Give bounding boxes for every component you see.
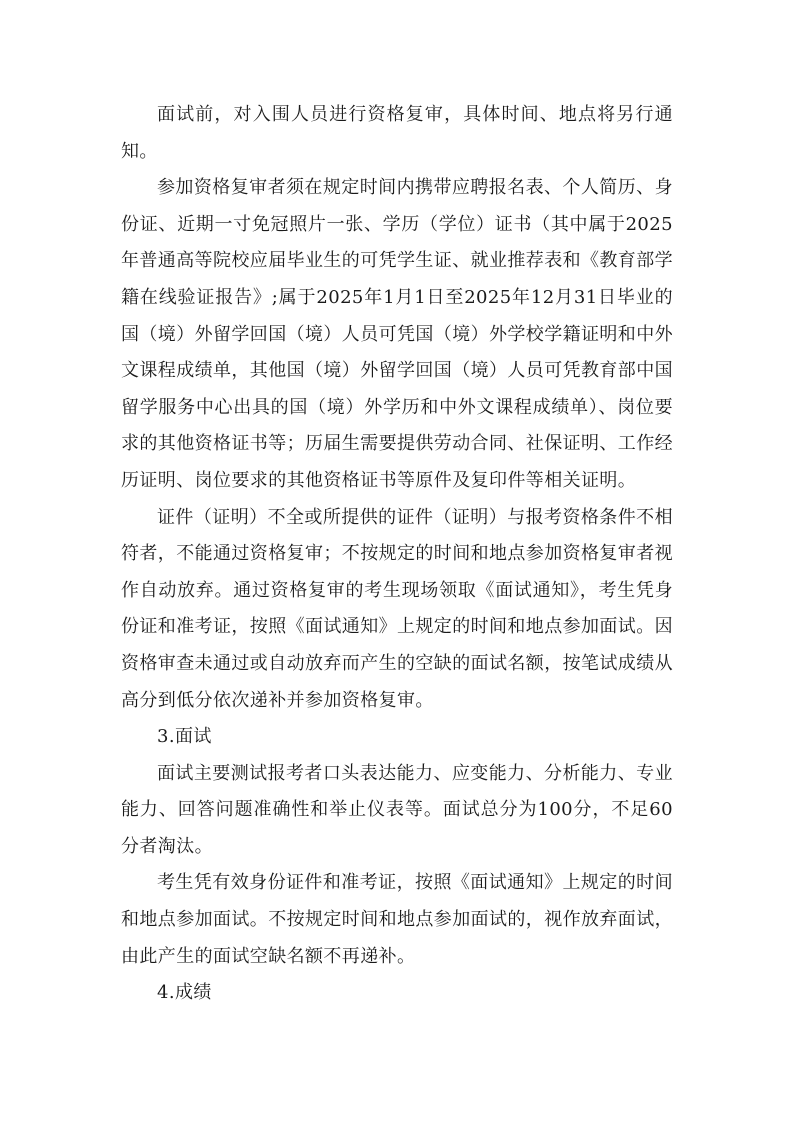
paragraph-review-materials: 参加资格复审者须在规定时间内携带应聘报名表、个人简历、身份证、近期一寸免冠照片一张、学历（学位）证书（其中属于2025年普通高等院校应届毕业生的可凭学生证、就业推荐表和《教育部学籍在线验证报告》;属于2025年1月1日至2025年12月31日毕业的国（境）外留学回国（境）人员可凭国（境）外学校学籍证明和中外文课程成绩单，其他国（境）外留学回国（境）人员可凭教育部中国留学服务中心出具的国（境）外学历和中外文课程成绩单）、岗位要求的其他资格证书等；历届生需要提供劳动合同、社保证明、工作经历证明、岗位要求的其他资格证书等原件及复印件等相关证明。 [121, 177, 673, 491]
paragraph-interview-attendance: 考生凭有效身份证件和准考证，按照《面试通知》上规定的时间和地点参加面试。不按规定时间和地点参加面试的，视作放弃面试，由此产生的面试空缺名额不再递补。 [121, 872, 673, 967]
section-heading-scores: 4.成绩 [157, 982, 212, 1004]
paragraph-review-rules: 证件（证明）不全或所提供的证件（证明）与报考资格条件不相符者，不能通过资格复审；不按规定的时间和地点参加资格复审者视作自动放弃。通过资格复审的考生现场领取《面试通知》，考生凭身份证和准考证，按照《面试通知》上规定的时间和地点参加面试。因资格审查未通过或自动放弃而产生的空缺的面试名额，按笔试成绩从高分到低分依次递补并参加资格复审。 [121, 506, 673, 711]
paragraph-interview-content: 面试主要测试报考者口头表达能力、应变能力、分析能力、专业能力、回答问题准确性和举止仪表等。面试总分为100分，不足60分者淘汰。 [121, 762, 673, 857]
paragraph-review-notice: 面试前，对入围人员进行资格复审，具体时间、地点将另行通知。 [121, 104, 673, 162]
section-heading-interview: 3.面试 [157, 726, 212, 748]
document-body [121, 97, 673, 1012]
